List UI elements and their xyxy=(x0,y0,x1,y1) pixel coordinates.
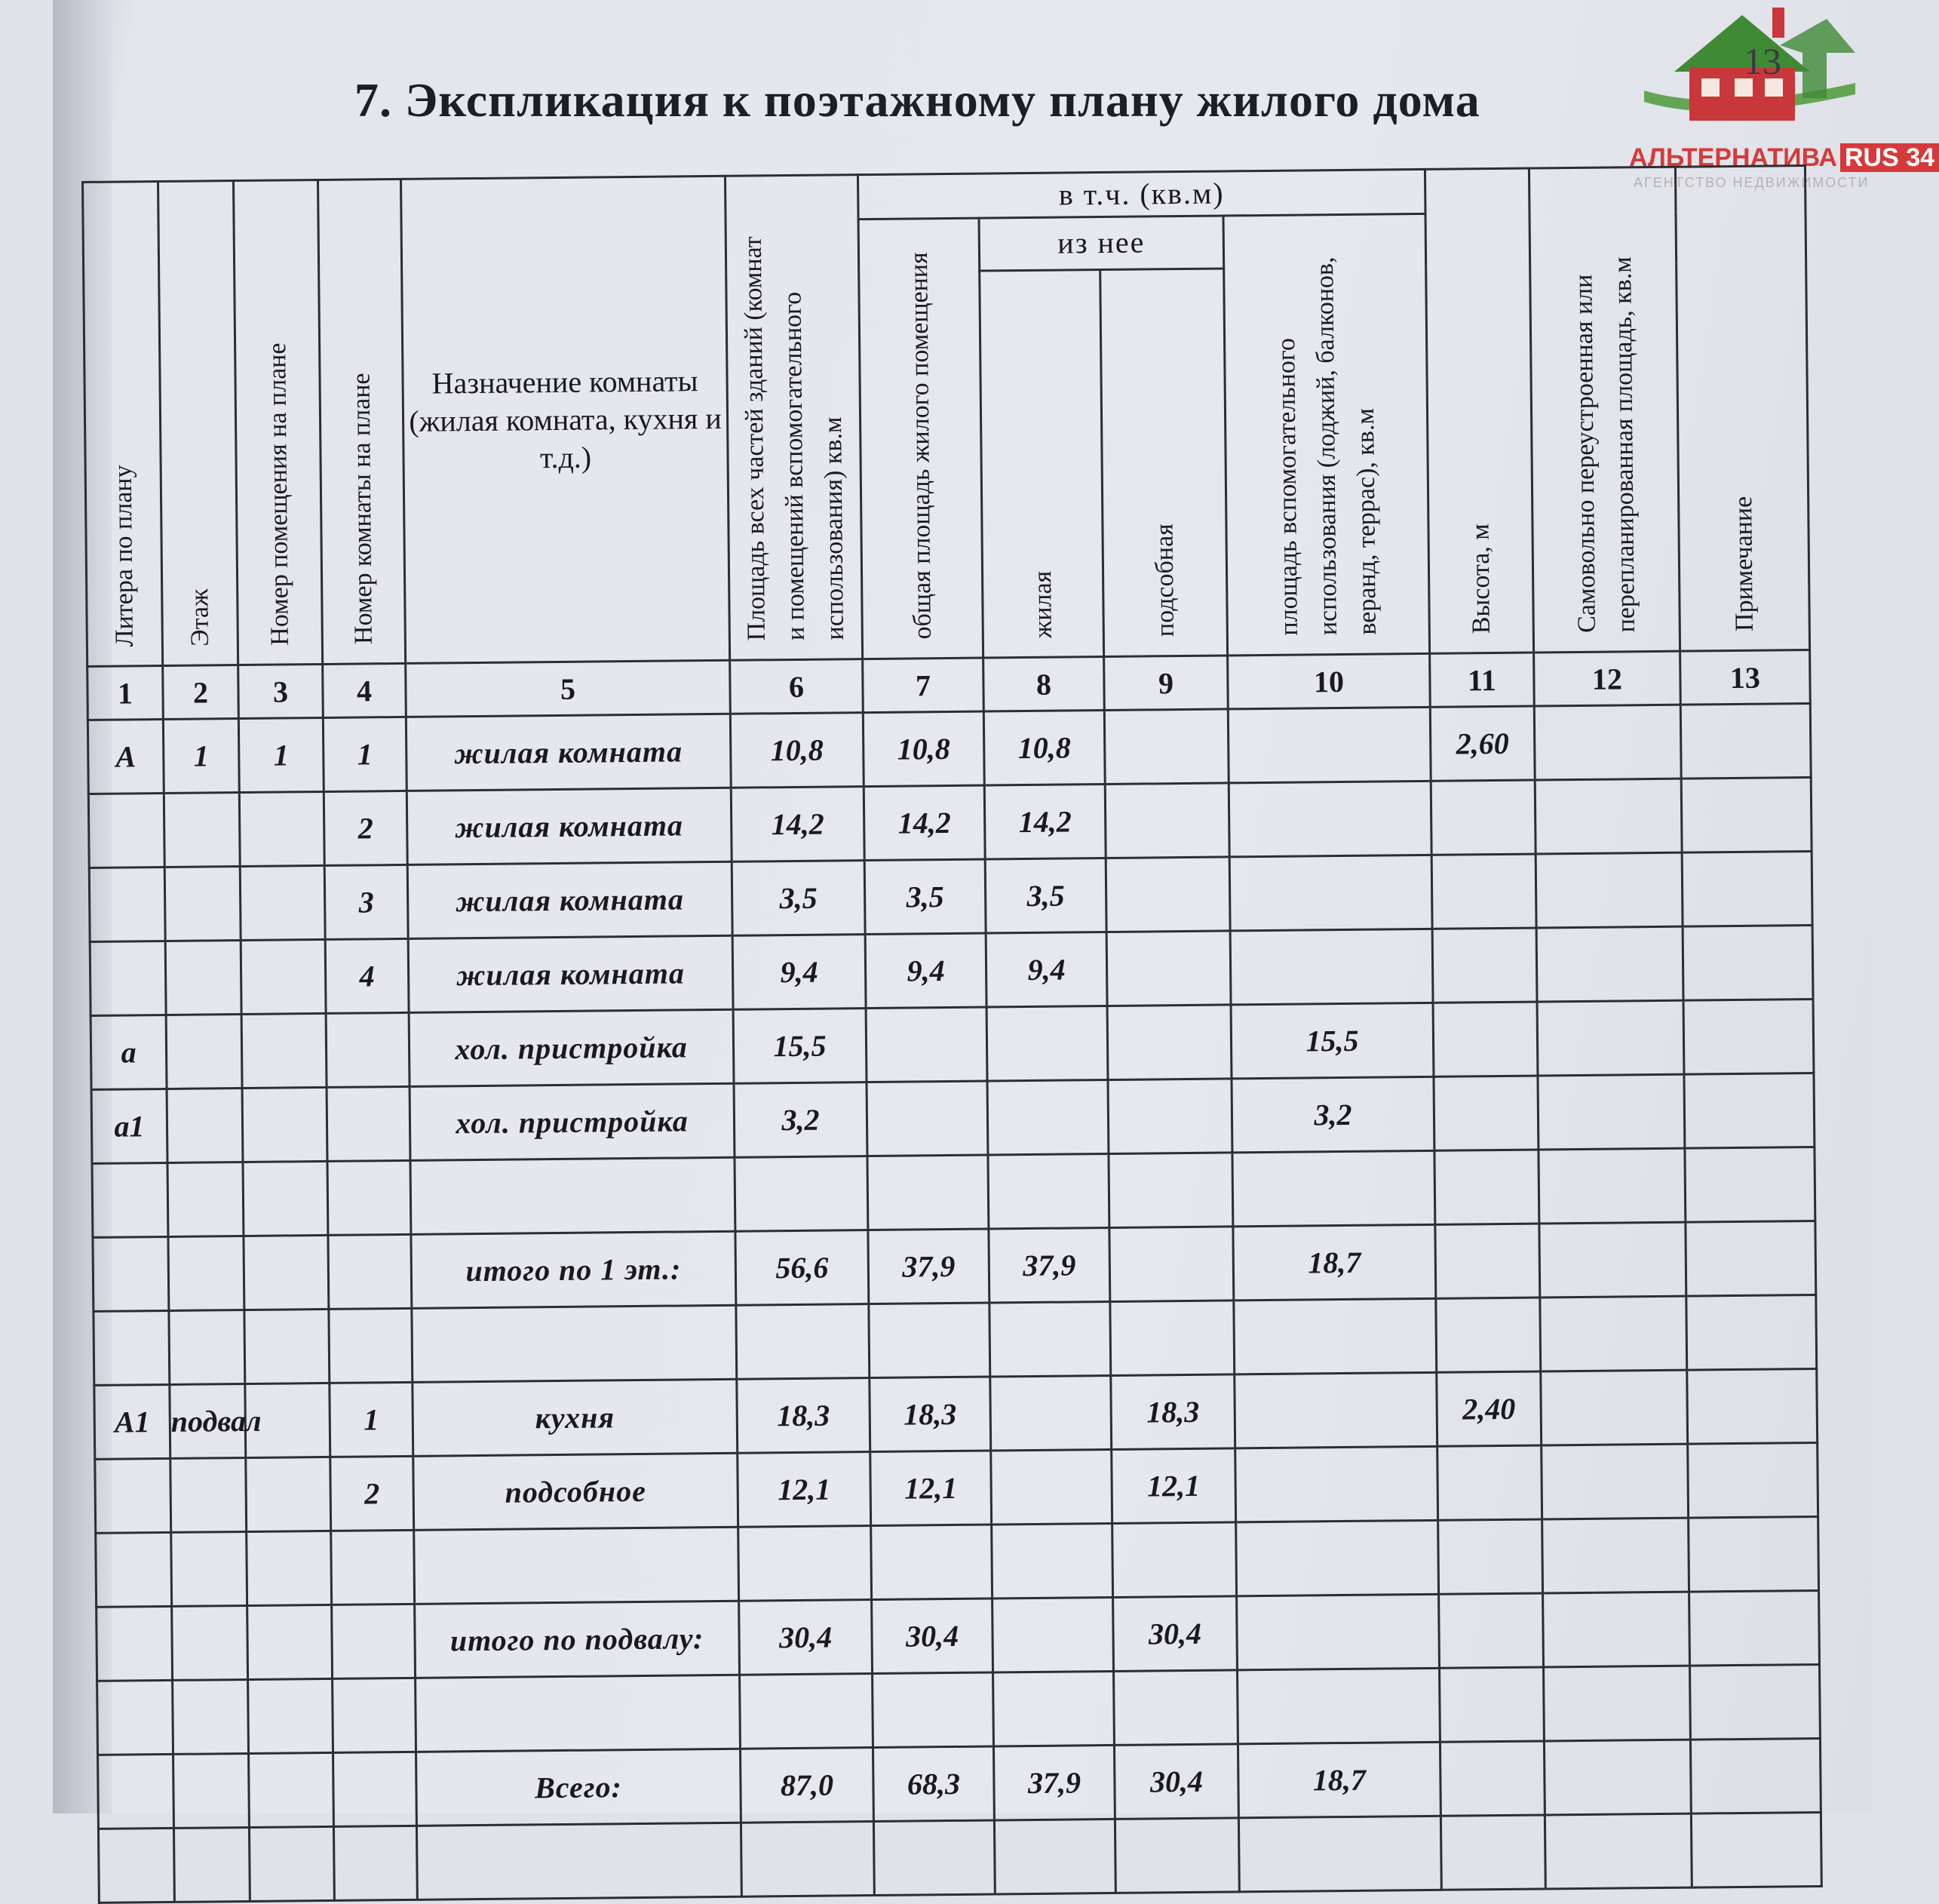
cell-room-number: 2 xyxy=(330,1456,414,1531)
cell-height xyxy=(1436,1297,1541,1372)
cell-total-area: 12,1 xyxy=(738,1452,871,1528)
cell-living-premise-area: 10,8 xyxy=(863,711,984,787)
cell-utility-area xyxy=(1104,709,1229,785)
cell-height xyxy=(1439,1593,1544,1668)
cell-premise-number xyxy=(247,1605,333,1679)
col-number-12: 12 xyxy=(1534,651,1681,706)
cell-utility-area xyxy=(1109,1227,1234,1302)
col-number-1: 1 xyxy=(87,665,164,720)
cell-auxiliary-area xyxy=(1235,1372,1437,1448)
cell-utility-area xyxy=(1109,1153,1233,1228)
col-number-11: 11 xyxy=(1430,653,1535,707)
header-auxiliary-area: площадь вспомогательного использования (лоджий, балконов, веранд, террас), кв.м xyxy=(1223,213,1430,656)
cell-floor xyxy=(173,1827,250,1902)
cell-letter xyxy=(97,1680,173,1755)
header-note: Примечание xyxy=(1675,166,1809,652)
cell-note xyxy=(1686,1221,1816,1296)
cell-living-area: 14,2 xyxy=(984,785,1106,860)
cell-unauthorized-area xyxy=(1536,852,1683,928)
cell-purpose: кухня xyxy=(413,1379,738,1456)
cell-living-area xyxy=(987,1079,1109,1155)
cell-living-premise-area xyxy=(867,1155,989,1230)
agency-logo-name: АЛЬТЕРНАТИВА RUS 34 xyxy=(1629,143,1939,173)
cell-note xyxy=(1682,852,1812,927)
cell-unauthorized-area xyxy=(1537,1000,1684,1076)
cell-purpose xyxy=(416,1675,741,1752)
cell-purpose: жилая комната xyxy=(408,935,733,1012)
cell-unauthorized-area xyxy=(1542,1518,1689,1593)
cell-letter xyxy=(98,1754,174,1829)
cell-height: 2,60 xyxy=(1430,706,1535,781)
cell-room-number: 3 xyxy=(324,864,408,939)
cell-premise-number xyxy=(242,1087,327,1162)
col-number-13: 13 xyxy=(1680,650,1811,705)
cell-auxiliary-area xyxy=(1232,1150,1435,1227)
cell-living-area: 37,9 xyxy=(993,1745,1115,1820)
cell-room-number xyxy=(333,1752,417,1826)
cell-letter xyxy=(90,941,166,1015)
cell-living-area xyxy=(992,1523,1113,1598)
cell-room-number xyxy=(327,1086,410,1161)
cell-note xyxy=(1687,1368,1818,1444)
cell-total-area xyxy=(736,1304,870,1380)
cell-total-area: 15,5 xyxy=(733,1009,867,1084)
cell-auxiliary-area: 15,5 xyxy=(1231,1003,1434,1079)
cell-auxiliary-area xyxy=(1236,1520,1439,1596)
cell-unauthorized-area xyxy=(1543,1592,1690,1667)
cell-room-number xyxy=(333,1678,416,1752)
cell-premise-number xyxy=(249,1752,334,1827)
cell-auxiliary-area xyxy=(1234,1298,1437,1374)
cell-living-area xyxy=(989,1301,1111,1377)
cell-unauthorized-area xyxy=(1540,1296,1687,1371)
agency-logo-subtitle: АГЕНТСТВО НЕДВИЖИМОСТИ xyxy=(1634,175,1870,190)
cell-height xyxy=(1434,1150,1539,1224)
header-living-premise-area: общая площадь жилого помещения xyxy=(858,218,983,659)
cell-premise-number: 1 xyxy=(238,717,324,792)
cell-letter: А xyxy=(87,719,164,794)
explication-table xyxy=(81,164,1823,1904)
cell-total-area: 10,8 xyxy=(730,713,864,788)
cell-note xyxy=(1683,926,1813,1001)
col-number-5: 5 xyxy=(406,660,731,717)
header-floor: Этаж xyxy=(158,181,238,666)
col-number-2: 2 xyxy=(163,665,239,720)
header-premise-number: Номер помещения на плане xyxy=(234,180,323,665)
cell-purpose xyxy=(412,1305,737,1382)
cell-letter xyxy=(94,1310,170,1385)
cell-premise-number xyxy=(248,1678,333,1753)
cell-total-area xyxy=(740,1674,873,1749)
cell-living-area: 10,8 xyxy=(983,711,1105,786)
cell-height xyxy=(1433,1002,1538,1076)
col-number-6: 6 xyxy=(730,659,864,714)
cell-living-area: 3,5 xyxy=(985,858,1106,934)
cell-purpose xyxy=(410,1157,735,1234)
cell-room-number: 1 xyxy=(330,1382,413,1457)
cell-living-area: 9,4 xyxy=(986,932,1107,1007)
cell-floor xyxy=(173,1679,249,1754)
cell-utility-area xyxy=(1115,1818,1239,1893)
cell-height xyxy=(1437,1445,1542,1520)
cell-note xyxy=(1684,1073,1815,1149)
header-letter: Литера по плану xyxy=(83,182,163,667)
header-unauthorized-area: Самовольно переустроенная или перепланированная площадь, кв.м xyxy=(1529,167,1680,653)
cell-unauthorized-area xyxy=(1535,778,1682,854)
cell-height xyxy=(1440,1815,1545,1890)
cell-premise-number xyxy=(239,791,324,866)
cell-purpose: жилая комната xyxy=(407,788,732,864)
cell-living-area xyxy=(993,1597,1114,1672)
cell-unauthorized-area xyxy=(1539,1148,1686,1224)
cell-auxiliary-area xyxy=(1235,1446,1438,1522)
cell-premise-number xyxy=(247,1531,332,1605)
col-number-8: 8 xyxy=(983,657,1105,712)
cell-total-area: 30,4 xyxy=(739,1600,873,1675)
cell-total-area xyxy=(735,1156,868,1232)
cell-premise-number xyxy=(241,939,326,1014)
cell-purpose: подсобное xyxy=(413,1453,738,1530)
cell-note xyxy=(1680,704,1811,779)
cell-unauthorized-area xyxy=(1539,1222,1686,1297)
cell-total-area: 3,5 xyxy=(732,861,865,936)
cell-premise-number xyxy=(241,1013,327,1088)
cell-letter xyxy=(93,1236,169,1311)
cell-letter: а1 xyxy=(91,1089,167,1163)
cell-letter xyxy=(89,867,165,941)
col-number-7: 7 xyxy=(863,658,984,713)
cell-floor xyxy=(165,941,241,1015)
cell-auxiliary-area: 18,7 xyxy=(1233,1224,1436,1301)
cell-total-area: 14,2 xyxy=(731,787,864,862)
cell-living-premise-area xyxy=(866,1007,987,1083)
cell-purpose: итого по подвалу: xyxy=(415,1601,740,1678)
cell-living-premise-area xyxy=(873,1820,995,1896)
cell-utility-area xyxy=(1114,1670,1238,1746)
cell-floor xyxy=(164,793,240,868)
cell-total-area xyxy=(738,1526,872,1602)
cell-living-area xyxy=(988,1153,1109,1229)
cell-room-number: 2 xyxy=(324,791,407,865)
header-room-purpose: Назначение комнаты (жилая комната, кухня и т.д.) xyxy=(400,176,729,663)
cell-floor xyxy=(171,1531,247,1606)
cell-utility-area: 12,1 xyxy=(1112,1448,1236,1524)
header-room-number: Номер комнаты на плане xyxy=(318,179,405,664)
header-total-area: Площадь всех частей зданий (комнат и помещений вспомогательного использования) кв.м xyxy=(725,175,862,661)
cell-unauthorized-area xyxy=(1541,1370,1688,1445)
cell-living-area xyxy=(986,1006,1108,1081)
cell-living-area xyxy=(990,1375,1112,1451)
cell-floor xyxy=(172,1605,248,1680)
cell-letter: А1 xyxy=(94,1384,170,1459)
cell-utility-area: 30,4 xyxy=(1114,1744,1238,1820)
cell-height xyxy=(1438,1519,1543,1594)
cell-height xyxy=(1431,780,1536,855)
cell-auxiliary-area xyxy=(1238,1668,1440,1744)
cell-note xyxy=(1691,1812,1821,1887)
cell-utility-area: 30,4 xyxy=(1113,1596,1238,1672)
cell-living-premise-area: 68,3 xyxy=(873,1746,994,1822)
document-title: 7. Экспликация к поэтажному плану жилого дома xyxy=(354,73,1480,127)
cell-letter xyxy=(97,1606,173,1681)
cell-utility-area xyxy=(1112,1522,1237,1598)
cell-total-area: 87,0 xyxy=(740,1748,873,1823)
cell-purpose: хол. пристройка xyxy=(409,1009,734,1086)
cell-premise-number xyxy=(244,1309,330,1383)
cell-purpose: жилая комната xyxy=(407,861,732,938)
header-height: Высота, м xyxy=(1425,168,1533,653)
header-utility: подсобная xyxy=(1100,269,1228,657)
header-including-group: в т.ч. (кв.м) xyxy=(858,169,1425,219)
cell-living-premise-area: 37,9 xyxy=(868,1229,989,1304)
cell-floor xyxy=(168,1236,244,1311)
table-row xyxy=(98,1812,1821,1902)
cell-floor xyxy=(169,1310,245,1384)
cell-letter xyxy=(98,1828,174,1902)
cell-utility-area xyxy=(1107,1005,1232,1080)
cell-utility-area xyxy=(1106,857,1230,932)
cell-utility-area: 18,3 xyxy=(1111,1374,1235,1450)
cell-note xyxy=(1685,1147,1815,1223)
cell-room-number xyxy=(328,1234,412,1309)
cell-floor xyxy=(167,1162,244,1237)
cell-floor xyxy=(166,1015,242,1089)
cell-note xyxy=(1689,1590,1820,1666)
cell-unauthorized-area xyxy=(1544,1740,1691,1815)
cell-purpose xyxy=(414,1527,739,1604)
cell-floor xyxy=(167,1089,243,1163)
cell-total-area: 3,2 xyxy=(734,1083,867,1158)
cell-premise-number xyxy=(243,1161,328,1236)
cell-floor xyxy=(170,1457,247,1532)
cell-height xyxy=(1440,1667,1545,1742)
cell-living-area xyxy=(991,1449,1112,1525)
cell-note xyxy=(1681,778,1812,853)
cell-unauthorized-area xyxy=(1542,1444,1689,1519)
cell-room-number xyxy=(333,1826,417,1900)
cell-purpose: Всего: xyxy=(416,1749,741,1826)
cell-living-premise-area: 3,5 xyxy=(864,859,986,935)
cell-floor: подвал xyxy=(170,1383,246,1458)
cell-letter xyxy=(88,793,164,868)
cell-floor xyxy=(164,867,241,941)
cell-letter xyxy=(92,1162,168,1237)
cell-living-premise-area: 14,2 xyxy=(864,785,985,861)
cell-letter xyxy=(95,1458,171,1533)
cell-living-area: 37,9 xyxy=(989,1227,1110,1303)
cell-note xyxy=(1688,1442,1818,1518)
col-number-9: 9 xyxy=(1104,656,1229,711)
cell-room-number: 4 xyxy=(325,938,409,1013)
cell-note xyxy=(1690,1738,1821,1813)
cell-living-premise-area xyxy=(873,1672,994,1748)
cell-living-premise-area xyxy=(871,1525,993,1600)
cell-room-number xyxy=(331,1530,415,1605)
page-number: 13 xyxy=(1744,40,1781,82)
cell-purpose: хол. пристройка xyxy=(410,1083,735,1160)
cell-utility-area xyxy=(1105,783,1229,858)
header-living: жилая xyxy=(980,269,1104,658)
cell-letter: а xyxy=(91,1015,167,1089)
cell-height xyxy=(1440,1741,1545,1816)
cell-auxiliary-area: 18,7 xyxy=(1238,1742,1440,1818)
cell-unauthorized-area xyxy=(1538,1074,1685,1150)
cell-auxiliary-area xyxy=(1229,855,1432,931)
cell-premise-number xyxy=(246,1457,331,1531)
cell-note xyxy=(1689,1664,1820,1740)
cell-total-area: 9,4 xyxy=(732,935,866,1010)
cell-room-number xyxy=(327,1160,411,1235)
cell-premise-number xyxy=(249,1826,334,1901)
cell-living-premise-area xyxy=(869,1303,990,1378)
cell-height xyxy=(1435,1224,1540,1298)
cell-total-area xyxy=(741,1822,874,1897)
cell-note xyxy=(1686,1294,1817,1370)
cell-height xyxy=(1434,1076,1539,1150)
cell-unauthorized-area xyxy=(1534,705,1681,780)
cell-utility-area xyxy=(1106,931,1231,1006)
col-number-10: 10 xyxy=(1228,653,1431,709)
cell-height: 2,40 xyxy=(1437,1371,1542,1446)
cell-room-number xyxy=(326,1012,410,1087)
cell-height xyxy=(1431,854,1536,929)
cell-living-area xyxy=(994,1819,1115,1894)
cell-premise-number xyxy=(240,865,325,940)
cell-purpose xyxy=(416,1823,741,1899)
cell-unauthorized-area xyxy=(1536,926,1683,1002)
cell-letter xyxy=(96,1532,172,1607)
header-of-which-group: из нее xyxy=(979,216,1224,271)
col-number-4: 4 xyxy=(323,663,407,717)
cell-note xyxy=(1683,1000,1814,1075)
col-number-3: 3 xyxy=(238,664,324,718)
cell-auxiliary-area xyxy=(1230,929,1433,1005)
cell-utility-area xyxy=(1108,1079,1232,1154)
cell-room-number: 1 xyxy=(323,717,407,791)
cell-premise-number xyxy=(244,1235,329,1310)
cell-living-premise-area xyxy=(867,1081,988,1156)
cell-height xyxy=(1432,928,1537,1003)
cell-auxiliary-area xyxy=(1228,707,1431,783)
cell-purpose: жилая комната xyxy=(406,714,731,791)
cell-living-premise-area: 9,4 xyxy=(865,933,986,1009)
cell-note xyxy=(1689,1516,1819,1592)
cell-unauthorized-area xyxy=(1543,1666,1690,1741)
cell-purpose: итого по 1 эт.: xyxy=(411,1231,736,1308)
cell-living-area xyxy=(993,1671,1115,1746)
cell-utility-area xyxy=(1110,1301,1235,1376)
cell-total-area: 56,6 xyxy=(735,1230,869,1306)
cell-auxiliary-area xyxy=(1229,781,1431,857)
cell-room-number xyxy=(329,1308,413,1383)
cell-living-premise-area: 12,1 xyxy=(870,1451,992,1526)
cell-living-premise-area: 30,4 xyxy=(872,1598,993,1674)
cell-floor: 1 xyxy=(163,719,239,794)
cell-floor xyxy=(173,1753,250,1828)
cell-auxiliary-area: 3,2 xyxy=(1232,1076,1434,1153)
cell-room-number xyxy=(332,1604,416,1678)
cell-total-area: 18,3 xyxy=(737,1378,870,1454)
cell-auxiliary-area xyxy=(1238,1816,1441,1892)
cell-unauthorized-area xyxy=(1545,1813,1692,1889)
cell-living-premise-area: 18,3 xyxy=(870,1377,991,1452)
cell-auxiliary-area xyxy=(1237,1594,1440,1670)
